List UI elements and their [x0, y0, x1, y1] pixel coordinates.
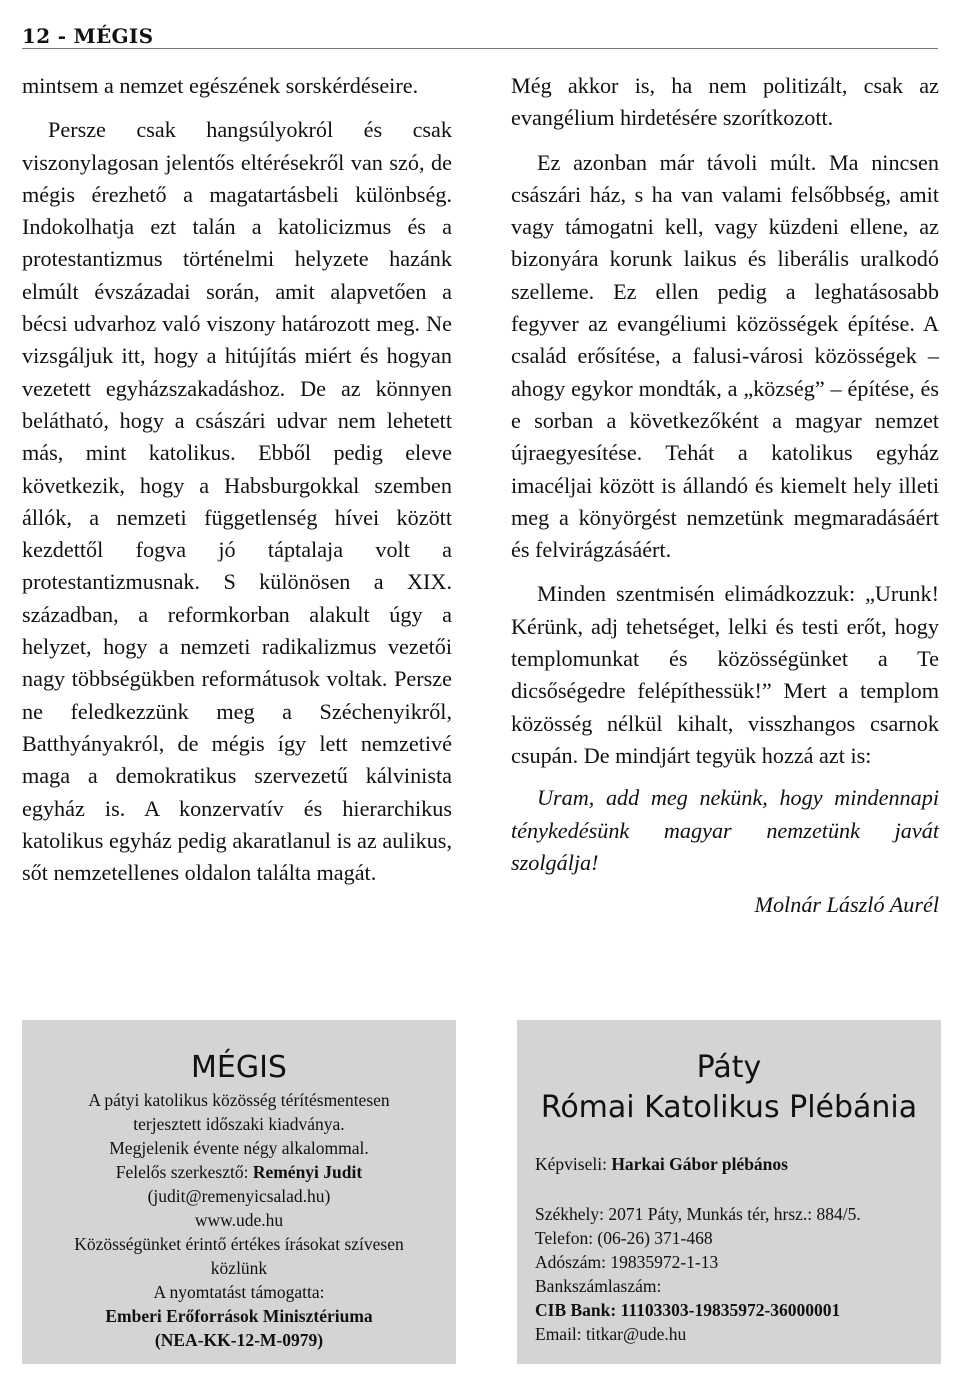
masthead-title: MÉGIS: [191, 1050, 287, 1085]
editor-line: [22, 1160, 456, 1184]
parish-info-box: [517, 1020, 941, 1364]
sponsor-name: Emberi Erőforrások Minisztériuma: [105, 1306, 373, 1326]
paragraph: Minden szentmisén elimádkozzuk: „Urunk! Kérünk, adj tehetséget, lelki és testi erőt, hogy templomunkat és közösségünket a Te dicsőségedre felépíthessük!” Mert a templom közösség nélkül kihalt, visszhangos csarnok csupán. De mindjárt tegyük hozzá azt is:: [511, 581, 939, 768]
parish-title-line: Római Katolikus Plébánia: [540, 1090, 918, 1125]
page-header: [22, 24, 938, 49]
parish-title: [517, 1048, 941, 1128]
left-text-column: [22, 70, 452, 889]
paragraph: Ez azonban már távoli múlt. Ma nincsen császári ház, s ha van valami felsőbbség, amit vagy támogatni kell, vagy küzdeni ellene, az bizonyára korunk laikus és liberális uralkodó szelleme. Ez ellen pedig a leghatásosabb fegyver az evangéliumi közösségek építése. A család erősítése, a falusi-városi közösségek – ahogy egykor mondták, a „község” – építése, és e sorban a következőként a magyar nemzet újraegyesítése. Tehát a katolikus egyház imacéljai között is állandó és kiemelt hely illeti meg a könyörgést nemzetünk megmaradásáért és felvirágzásáért.: [511, 149, 939, 563]
parish-email[interactable]: Email: titkar@ude.hu: [535, 1324, 687, 1344]
author-signature: Molnár László Aurél: [754, 892, 939, 918]
bank-label: Bankszámlaszám:: [535, 1276, 662, 1296]
rep-label: Képviseli:: [535, 1154, 612, 1174]
prayer-text: Uram, add meg nekünk, hogy mindennapi ténykedésünk magyar nemzetünk javát szolgálja!: [511, 785, 939, 875]
bank-account: CIB Bank: 11103303-19835972-36000001: [535, 1300, 841, 1320]
paragraph: mintsem a nemzet egészének sorskérdéseire.: [22, 73, 419, 98]
parish-phone: Telefon: (06-26) 371-468: [535, 1228, 713, 1248]
masthead-line: terjesztett időszaki kiadványa.: [133, 1114, 345, 1134]
website-link[interactable]: www.ude.hu: [194, 1210, 284, 1230]
editor-email[interactable]: (judit@remenyicsalad.hu): [147, 1186, 331, 1206]
page-number-title: 12 - MÉGIS: [22, 24, 154, 48]
masthead-box: [22, 1020, 456, 1364]
sponsor-label: A nyomtatást támogatta:: [153, 1282, 325, 1302]
rep-name: Harkai Gábor plébános: [611, 1154, 788, 1174]
parish-tax-number: Adószám: 19835972-1-13: [535, 1252, 719, 1272]
right-text-column: [511, 70, 939, 921]
parish-address: Székhely: 2071 Páty, Munkás tér, hrsz.: 884/5.: [535, 1204, 861, 1224]
paragraph: Még akkor is, ha nem politizált, csak az evangélium hirdetésére szorítkozott.: [511, 73, 939, 131]
paragraph: Persze csak hangsúlyokról és csak viszonylagosan jelentős eltérésekről van szó, de mégis érezhető a magatartásbeli különbség. Indokolhatja ezt talán a katolicizmus és a protestantizmus történelmi helyzete hazánk elmúlt évszázadai során, amit alapvetően a bécsi udvarhoz való viszony határozott meg. Ne vizsgáljuk itt, hogy a hitújítás miért és hogyan vezetett egyházszakadáshoz. De az könnyen belátható, hogy a császári udvar nem lehetett más, mint katolikus. Ebből pedig eleve következik, hogy a Habsburgokkal szemben állók, a nemzeti függetlenség hívei között kezdettől fogva jó táptalaja volt a protestantizmusnak. S különösen a XIX. században, a reformkorban alakult úgy a helyzet, hogy a nemzeti radikalizmus vezetői nagy többségükben reformátusok voltak. Persze ne feledkezzünk meg a Széchenyikről, Batthyányakról, de mégis így lett nemzetivé maga a demokratikus szervezetű kálvinista egyház is. A konzervatív és hierarchikus katolikus egyház pedig akaratlanul is az aulikus, sőt nemzetellenes oldalon találta magát.: [22, 117, 452, 886]
editor-label: Felelős szerkesztő:: [115, 1162, 253, 1182]
sponsor-code: (NEA-KK-12-M-0979): [154, 1330, 324, 1350]
masthead-line: Közösségünket érintő értékes írásokat szívesen: [74, 1234, 404, 1254]
parish-title-line: Páty: [696, 1050, 762, 1085]
editor-name: Reményi Judit: [252, 1162, 363, 1182]
masthead-line: Megjelenik évente négy alkalommal.: [109, 1138, 369, 1158]
masthead-line: A pátyi katolikus közösség térítésmentesen: [88, 1090, 390, 1110]
masthead-line: közlünk: [210, 1258, 268, 1278]
representative-line: [517, 1152, 941, 1176]
